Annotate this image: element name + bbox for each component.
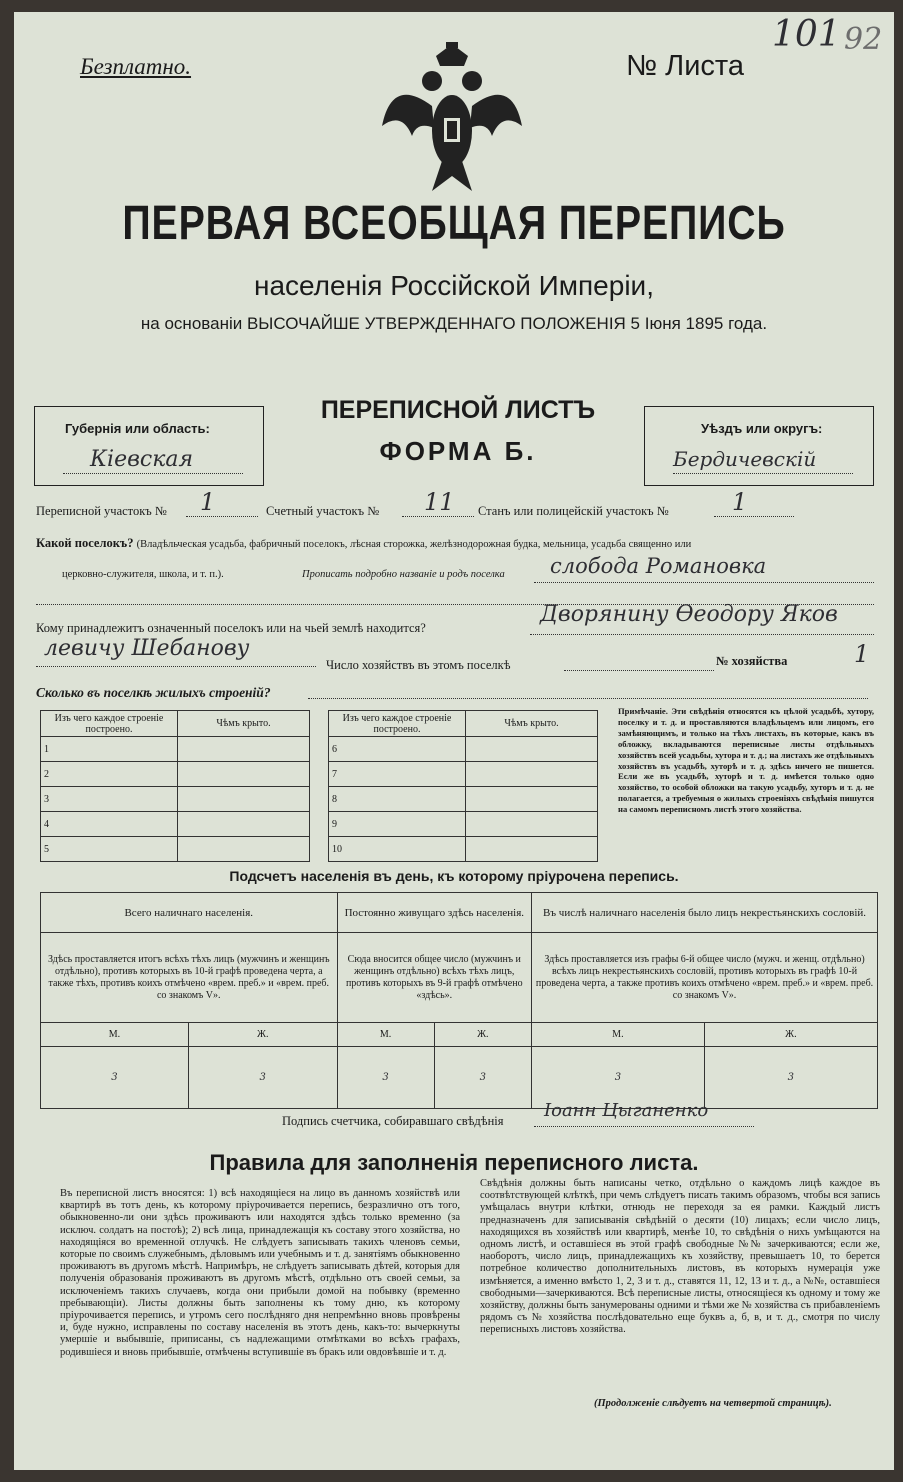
- buildings-row: 6: [329, 737, 466, 762]
- count-table: [40, 892, 878, 1109]
- stan-value: 1: [732, 488, 748, 516]
- sheet-number-label: № Листа: [626, 50, 744, 82]
- count-value: 3: [188, 1047, 337, 1109]
- buildings-cell: [178, 787, 310, 812]
- census-subtitle: населенія Россійской Имперіи,: [254, 270, 654, 301]
- buildings-table-left: [40, 710, 310, 862]
- count-m-header: М.: [337, 1023, 434, 1047]
- buildings-cell: [466, 787, 598, 812]
- buildings-note: Примѣчаніе. Эти свѣдѣнія относятся къ цѣлой усадьбѣ, хутору, поселку и т. д. и проставляются владѣльцемъ или лицомъ, его замѣняющимъ, и только на тѣхъ листахъ, въ которые, какъ въ обложку, вкладываются переписные листы отдѣльныхъ хозяйствъ всей усадьбы, хутора и т. д.; на листахъ же отдѣльныхъ хозяйствъ въ усадьбѣ, хуторѣ и т. д. здѣсь ничего не пишется. Если же въ усадьбѣ, хуторѣ и т. д. имѣется только одно хозяйство, то особой обложки на такую усадьбу, хуторъ и т. д. не полагается, а требуемыя о жилыхъ строеніяхъ свѣдѣнія пишутся на самомъ переписномъ листѣ этого хозяйства.: [618, 706, 874, 815]
- sheet-number-handwritten: 101: [772, 14, 841, 55]
- buildings-cell: [178, 762, 310, 787]
- count-col-permanent: Постоянно живущаго здѣсь населенія.: [337, 893, 532, 933]
- form-name: ФОРМА Б.: [379, 436, 537, 466]
- poselok-hint-3: Прописать подробно названіе и родъ поселка: [302, 569, 505, 580]
- count-permanent-desc: Сюда вносится общее число (мужчинъ и женщинъ отдѣльно) всѣхъ тѣхъ лицъ, противъ которыхъ въ 9-й графѣ отмѣчено «здѣсь».: [337, 933, 532, 1023]
- buildings-table-right: [328, 710, 598, 862]
- guberniya-value: Кіевская: [90, 447, 194, 472]
- household-no-label: № хозяйства: [716, 654, 788, 668]
- buildings-col-material: Изъ чего каждое строеніе построено.: [41, 711, 178, 737]
- count-col-noncrestyan: Въ числѣ наличнаго населенія было лицъ некрестьянскихъ сословій.: [532, 893, 878, 933]
- buildings-cell: [466, 737, 598, 762]
- uezd-value: Бердичевскій: [673, 447, 817, 471]
- buildings-row: 10: [329, 837, 466, 862]
- rules-continue: (Продолженіе слѣдуетъ на четвертой страницѣ).: [594, 1398, 832, 1409]
- count-value: 3: [704, 1047, 877, 1109]
- poselok-row: [36, 536, 894, 551]
- count-zh-header: Ж.: [188, 1023, 337, 1047]
- owner-value-1: Дворянину Өеодору Яков: [540, 602, 838, 627]
- buildings-row: 3: [41, 787, 178, 812]
- count-value: 3: [434, 1047, 531, 1109]
- count-zh-header: Ж.: [434, 1023, 531, 1047]
- buildings-row: 5: [41, 837, 178, 862]
- buildings-cell: [178, 837, 310, 862]
- uchastok-value: 1: [200, 488, 216, 516]
- count-value: 3: [41, 1047, 189, 1109]
- uchastok-label: Переписной участокъ №: [36, 504, 167, 518]
- buildings-row: 2: [41, 762, 178, 787]
- count-zh-header: Ж.: [704, 1023, 877, 1047]
- stan-label: Станъ или полицейскій участокъ №: [478, 504, 669, 518]
- poselok-hint-2: церковно-служителя, школа, и т. п.).: [62, 569, 224, 580]
- buildings-col-material: Изъ чего каждое строеніе построено.: [329, 711, 466, 737]
- buildings-cell: [466, 812, 598, 837]
- count-m-header: М.: [532, 1023, 705, 1047]
- poselok-value: слобода Романовка: [550, 554, 767, 578]
- archive-number: 92: [844, 22, 883, 57]
- signature-value: Іоанн Цыганенко: [544, 1100, 709, 1121]
- uezd-label: Уѣздъ или округъ:: [701, 421, 823, 436]
- census-basis: на основаніи ВЫСОЧАЙШЕ УТВЕРЖДЕННАГО ПОЛОЖЕНІЯ 5 Іюня 1895 года.: [140, 314, 768, 333]
- buildings-cell: [466, 762, 598, 787]
- count-m-header: М.: [41, 1023, 189, 1047]
- schetny-label: Счетный участокъ №: [266, 504, 380, 518]
- poselok-hint: (Владѣльческая усадьба, фабричный поселокъ, лѣсная сторожка, желѣзнодорожная будка, мельница, усадьба священно или: [136, 539, 692, 550]
- uezd-box: [644, 406, 874, 486]
- buildings-col-roof: Чѣмъ крыто.: [178, 711, 310, 737]
- buildings-row: 9: [329, 812, 466, 837]
- buildings-row: 8: [329, 787, 466, 812]
- owner-label: Кому принадлежитъ означенный поселокъ или на чьей землѣ находится?: [36, 621, 426, 635]
- rules-right: Свѣдѣнія должны быть написаны четко, отдѣльно о каждомъ лицѣ каждое въ соотвѣтствующей клѣткѣ, при чемъ слѣдуетъ писать такимъ образомъ, чтобы вся запись умѣщалась внутри клѣтки, отнюдь не переходя за ея рамки. Каждый листъ предназначенъ для записыванія свѣдѣній о десяти (10) лицахъ; если число лицъ, находящихся въ хозяйствѣ или квартирѣ, менѣе 10, то свѣдѣнія о нихъ умѣщаются на одномъ листѣ, и оставшіеся въ этой графѣ свободные №№ зачеркиваются; если же, наоборотъ, число лицъ, принадлежащихъ къ хозяйству, превышаетъ 10, то берется потребное количество дополнительныхъ листовъ, въ которыхъ нумерація уже измѣняется, а именно вмѣсто 1, 2, 3 и т. д., ставятся 11, 12, 13 и т. д., а №№, оставшіеся свободными—зачеркиваются. Всѣ переписные листы, относящіеся къ одному и тому же хозяйству, должны быть занумерованы одними и тѣми же № хозяйства съ прибавленіемъ рядомъ съ № хозяйства послѣдовательно еще буквъ а, б, в, и т. д., смотря по числу переписныхъ листовъ хозяйства.: [480, 1178, 880, 1336]
- count-col-total: Всего наличнаго населенія.: [41, 893, 338, 933]
- household-no-value: 1: [854, 640, 870, 668]
- poselok-label: Какой поселокъ?: [36, 536, 134, 550]
- rules-title: Правила для заполненія переписного листа.: [209, 1150, 699, 1175]
- buildings-cell: [466, 837, 598, 862]
- free-label: Безплатно.: [80, 54, 192, 79]
- rules-left: Въ переписной листъ вносятся: 1) всѣ находящіеся на лицо въ данномъ хозяйствѣ или квартирѣ въ тотъ день, къ которому пріурочивается перепись, безразлично отъ того, обыкновенно-ли они здѣсь проживаютъ или находятся здѣсь только временно (за исключ. солдатъ на постоѣ); 2) всѣ лица, принадлежащія къ составу этого хозяйства, но находящіяся во временной отлучкѣ. Не слѣдуетъ записывать такихъ членовъ семьи, которые по своимъ служебнымъ, дѣловымъ или учебнымъ и т. д. занятіямъ обыкновенно проживаютъ въ другомъ мѣстѣ. Напримѣръ, не слѣдуетъ записывать дѣтей, которыя для полученія образованія проживаютъ въ другомъ мѣстѣ, отдѣльно отъ своей семьи, за исключеніемъ такихъ случаевъ, когда они прибыли домой на побывку (временно пребывающіи). Листы должны быть заполнены къ тому дню, къ которому пріурочивается перепись, и утромъ сего послѣдняго дня непремѣнно вновь провѣрены и, буде нужно, исправлены по составу населенія въ этотъ день, какъ-то: вычеркнуты умершіе и выбывшіе, приписаны, съ надлежащими отмѣтками во всѣхъ графахъ, родившіеся и вновь прибывшіе, отмѣчены вступившіе въ бракъ или овдовѣвшіе и т. д.: [60, 1188, 460, 1358]
- buildings-row: 1: [41, 737, 178, 762]
- signature-label: Подпись счетчика, собиравшаго свѣдѣнія: [282, 1114, 504, 1128]
- households-label: Число хозяйствъ въ этомъ поселкѣ: [326, 658, 511, 672]
- count-total-desc: Здѣсь проставляется итогъ всѣхъ тѣхъ лицъ (мужчинъ и женщинъ отдѣльно), противъ которыхъ въ 10-й графѣ проведена черта, а также тѣхъ, противъ коихъ отмѣчено «врем. преб.» и «врем. преб. со знакомъ V».: [41, 933, 338, 1023]
- schetny-value: 11: [424, 488, 455, 516]
- count-value: 3: [337, 1047, 434, 1109]
- buildings-row: 7: [329, 762, 466, 787]
- double-headed-eagle-icon: [372, 36, 532, 196]
- buildings-cell: [178, 812, 310, 837]
- count-title: Подсчетъ населенія въ день, къ которому пріурочена перепись.: [229, 868, 679, 884]
- buildings-row: 4: [41, 812, 178, 837]
- owner-value-2: левичу Шебанову: [44, 636, 250, 661]
- guberniya-label: Губернія или область:: [65, 421, 210, 436]
- list-title: ПЕРЕПИСНОЙ ЛИСТЪ: [320, 396, 596, 424]
- buildings-label: Сколько въ поселкѣ жилыхъ строеній?: [36, 685, 271, 700]
- count-noncrestyan-desc: Здѣсь проставляется изъ графы 6-й общее число (мужч. и женщ. отдѣльно) всѣхъ лицъ некрестьянскихъ сословій, противъ которыхъ въ графѣ 10-й проведена черта, а также противъ коихъ отмѣчено «врем. преб.» и «врем. преб. со знакомъ V».: [532, 933, 878, 1023]
- guberniya-box: [34, 406, 264, 486]
- buildings-col-roof: Чѣмъ крыто.: [466, 711, 598, 737]
- count-value: 3: [532, 1047, 705, 1109]
- buildings-cell: [178, 737, 310, 762]
- census-sheet: [14, 12, 894, 1470]
- census-title: ПЕРВАЯ ВСЕОБЩАЯ ПЕРЕПИСЬ: [122, 197, 786, 250]
